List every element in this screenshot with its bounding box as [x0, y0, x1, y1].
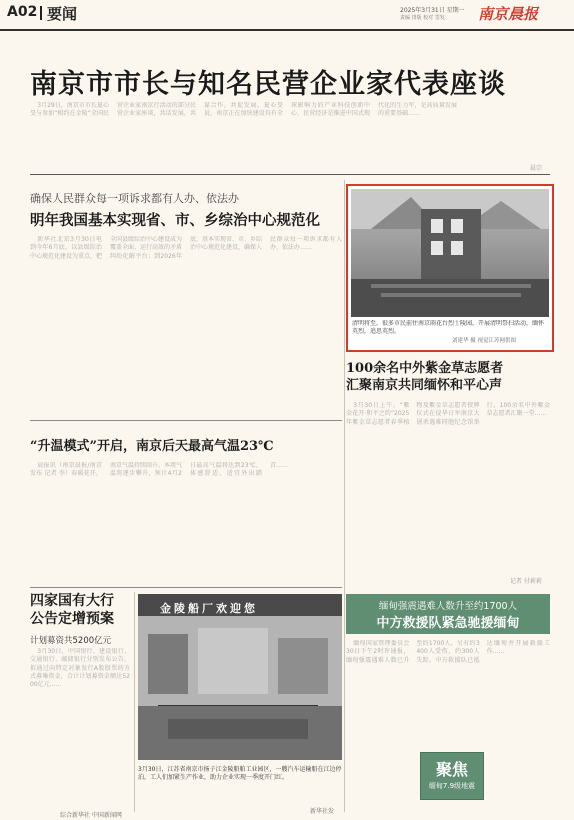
editor-line: 责编 排版 校对 签发	[400, 15, 445, 21]
lead-bottom-rule	[30, 174, 550, 175]
page-label: A02	[7, 4, 38, 20]
ship-credit: 新华社发	[310, 808, 335, 815]
flowers-body-text: 3月30日上午，“紫金花开·和平之约”2025年紫金草志愿者春季植物及紫金草志愿者授牌仪式在侵华日军南京大屠杀遇难同胞纪念馆举行。100余名中外紫金草志愿者汇聚一堂……	[346, 402, 550, 426]
photo-credit: 刘建华 摄 视觉江苏网供图	[452, 338, 516, 344]
memorial-photo-graphic	[351, 189, 549, 317]
weather-body-text: 晨报讯（南京晨报/南京发布 记者 李）春暖花开，南京气温持续回升。本周气温将逐步攀升，预计4月2日最高气温将达到23℃，体感舒适，适宜外出踏青……	[30, 462, 289, 478]
focus-badge	[420, 752, 484, 800]
rescue-banner-top: 缅甸强震遇难人数升至约1700人	[378, 601, 518, 612]
rural-headline: 明年我国基本实现省、市、乡综治中心规范化	[30, 212, 320, 229]
focus-badge-subtitle: 缅甸7.9级地震	[428, 782, 476, 790]
column-divider-right	[344, 180, 345, 812]
bond-body-text: 3月30日，中国银行、建设银行、交通银行、邮储银行分别发布公告，拟通过向特定对象发行A股股票的方式募集资金，合计计划募资金额达5200亿元……	[30, 648, 130, 689]
bond-credit: 综合新华社 中国新闻网	[60, 812, 122, 819]
date-line: 2025年3月31日 星期一	[400, 7, 465, 14]
lead-headline: 南京市市长与知名民营企业家代表座谈	[30, 69, 506, 100]
rural-body	[30, 236, 342, 412]
photo-caption: 清明将至，很多市民前往南京雨花台烈士陵园，开展清明祭扫活动，缅怀英烈，追思英烈。	[352, 320, 545, 335]
page-label-divider	[40, 6, 42, 20]
lead-body-text: 3月29日，南京市市长夏心旻与参加“相约在金陵”全国民营企业家南京行活动的部分民营企业家座谈，共话发展，共谋合作，共促发展。夏心旻说，南京正在加快建设具有全球影响力的产业科技创新中心，民营经济是推进中国式现代化的生力军，是高质量发展的重要基础……	[30, 102, 457, 118]
memorial-photo	[351, 189, 549, 317]
ship-photo-graphic	[138, 594, 342, 760]
flowers-credit: 记者 付莉莉	[510, 578, 542, 585]
ship-caption: 3月30日，江苏省南京市扬子江金陵船舶工业园区，一艘汽车运输船在江边停泊，工人们加紧生产作业，助力企业实现一季度开门红。	[138, 766, 342, 781]
weather-body	[30, 462, 342, 578]
masthead	[0, 0, 574, 38]
weather-headline: “升温模式”开启，南京后天最高气温23℃	[30, 439, 274, 454]
section-name: 要闻	[47, 5, 78, 23]
flowers-body	[346, 402, 550, 578]
focus-badge-title: 聚焦	[435, 760, 468, 779]
rescue-banner	[346, 594, 550, 634]
flowers-headline: 100余名中外紫金草志愿者 汇聚南京共同缅怀和平心声	[346, 361, 504, 393]
paper-name: 南京晨报	[478, 5, 539, 23]
photo-feature-box	[346, 184, 554, 352]
masthead-rule	[0, 29, 574, 31]
rescue-banner-main: 中方救援队紧急驰援缅甸	[376, 616, 520, 631]
ship-photo	[138, 594, 342, 760]
lead-credit: 晨宗	[530, 165, 543, 172]
weather-bottom-rule	[30, 587, 342, 588]
rural-body-text: 新华社北京3月30日电 到今年6月底，以县级综治中心规范化建设为重点，把全国县级综治中心建设成为覆盖全面、运行高效的矛盾纠纷化解平台；到2026年底，基本实现省、市、乡综治中心规范化建设，确保人民群众每一项诉求都有人办、依法办……	[30, 236, 342, 260]
rescue-body-text: 缅甸国家管理委员会30日下午2时许通报，缅甸强震遇难人数已升至约1700人，另有约3400人受伤，约300人失踪。中方救援队已抵达缅甸并开展救援工作……	[346, 640, 550, 664]
lead-body	[30, 102, 544, 160]
bond-subhead: 计划募资共5200亿元	[30, 636, 112, 646]
column-divider-bond	[134, 592, 135, 812]
ship-sign: 金陵船厂欢迎您	[160, 602, 258, 615]
bond-headline: 四家国有大行 公告定增预案	[30, 593, 114, 627]
rural-bottom-rule	[30, 420, 342, 421]
bond-body	[30, 648, 130, 808]
rural-kicker: 确保人民群众每一项诉求都有人办、依法办	[30, 192, 239, 205]
